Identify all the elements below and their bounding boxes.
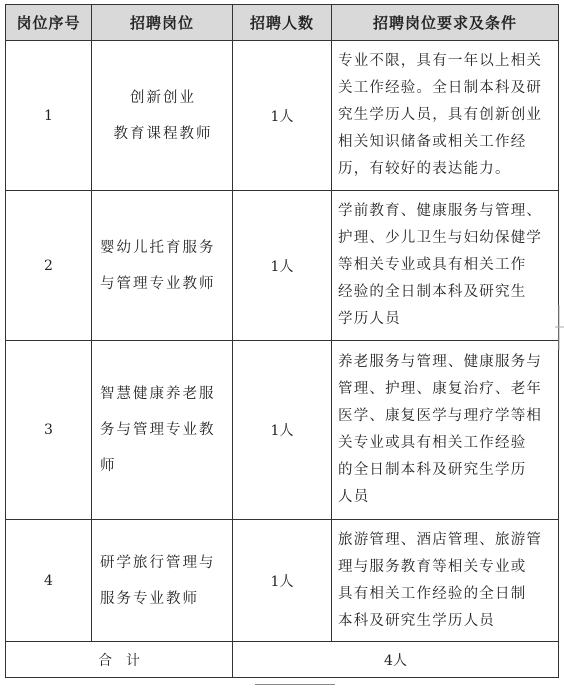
header-requirements: 招聘岗位要求及条件 xyxy=(332,5,559,41)
requirement-line: 学历人员 xyxy=(338,311,401,327)
row-position xyxy=(92,191,233,341)
position-line: 智慧健康养老服 xyxy=(100,386,216,402)
position-line: 务与管理专业教 xyxy=(100,422,216,438)
requirement-line: 的全日制本科及研究生学历 xyxy=(338,462,527,478)
row-position xyxy=(92,41,233,191)
requirement-line: 人员 xyxy=(338,489,370,505)
position-line: 教育课程教师 xyxy=(113,125,213,142)
position-line: 与管理专业教师 xyxy=(100,275,216,292)
row-position xyxy=(92,341,233,520)
row-count: 1人 xyxy=(233,191,332,341)
requirement-line: 旅游管理、酒店管理、旅游管 xyxy=(338,531,543,548)
position-line: 师 xyxy=(100,458,117,474)
requirement-line: 关专业或具有相关工作经验 xyxy=(338,435,527,451)
requirement-line: 学前教育、健康服务与管理、 xyxy=(338,203,543,219)
header-serial: 岗位序号 xyxy=(6,5,92,41)
requirement-line: 护理、少儿卫生与妇幼保健学 xyxy=(338,230,543,246)
row-requirements xyxy=(332,341,559,520)
row-count: 1人 xyxy=(233,41,332,191)
total-label: 合 计 xyxy=(6,642,233,678)
row-requirements xyxy=(332,41,559,191)
requirement-line: 医学、康复医学与理疗学等相 xyxy=(338,408,543,424)
row-position xyxy=(92,520,233,642)
requirement-line: 专业不限，具有一年以上相关 xyxy=(338,53,543,69)
table-row xyxy=(6,191,559,341)
table-row xyxy=(6,41,559,191)
requirement-line: 理与服务教育等相关专业或 xyxy=(338,558,527,575)
requirement-line: 历，有较好的表达能力。 xyxy=(338,161,511,177)
header-row xyxy=(6,5,559,41)
row-requirements xyxy=(332,520,559,642)
requirement-line: 究生学历人员，具有创新创业 xyxy=(338,107,543,123)
row-count: 1人 xyxy=(233,341,332,520)
row-serial: 4 xyxy=(6,520,92,642)
row-serial: 1 xyxy=(6,41,92,191)
table-row xyxy=(6,341,559,520)
header-count: 招聘人数 xyxy=(233,5,332,41)
recruitment-table xyxy=(5,4,559,678)
position-line: 婴幼儿托育服务 xyxy=(100,239,216,256)
row-requirements xyxy=(332,191,559,341)
position-line: 服务专业教师 xyxy=(100,590,199,607)
requirement-line: 具有相关工作经验的全日制 xyxy=(338,585,527,602)
requirement-line: 本科及研究生学历人员 xyxy=(338,612,495,629)
requirement-line: 等相关专业或具有相关工作 xyxy=(338,257,527,273)
table-row xyxy=(6,520,559,642)
requirement-line: 相关知识储备或相关工作经 xyxy=(338,134,527,150)
total-count: 4人 xyxy=(233,642,559,678)
row-count: 1人 xyxy=(233,520,332,642)
bottom-edge-mark xyxy=(255,684,335,690)
requirement-line: 养老服务与管理、健康服务与 xyxy=(338,354,543,370)
header-position: 招聘岗位 xyxy=(92,5,233,41)
row-serial: 3 xyxy=(6,341,92,520)
requirement-line: 管理、护理、康复治疗、老年 xyxy=(338,381,543,397)
row-serial: 2 xyxy=(6,191,92,341)
requirement-line: 关工作经验。全日制本科及研 xyxy=(338,80,543,96)
position-line: 研学旅行管理与 xyxy=(100,554,216,571)
total-row xyxy=(6,642,559,678)
requirement-line: 经验的全日制本科及研究生 xyxy=(338,284,527,300)
page-edge-mark-icon xyxy=(555,305,564,350)
page-edge-mark xyxy=(555,305,564,350)
position-line: 创新创业 xyxy=(130,89,196,106)
